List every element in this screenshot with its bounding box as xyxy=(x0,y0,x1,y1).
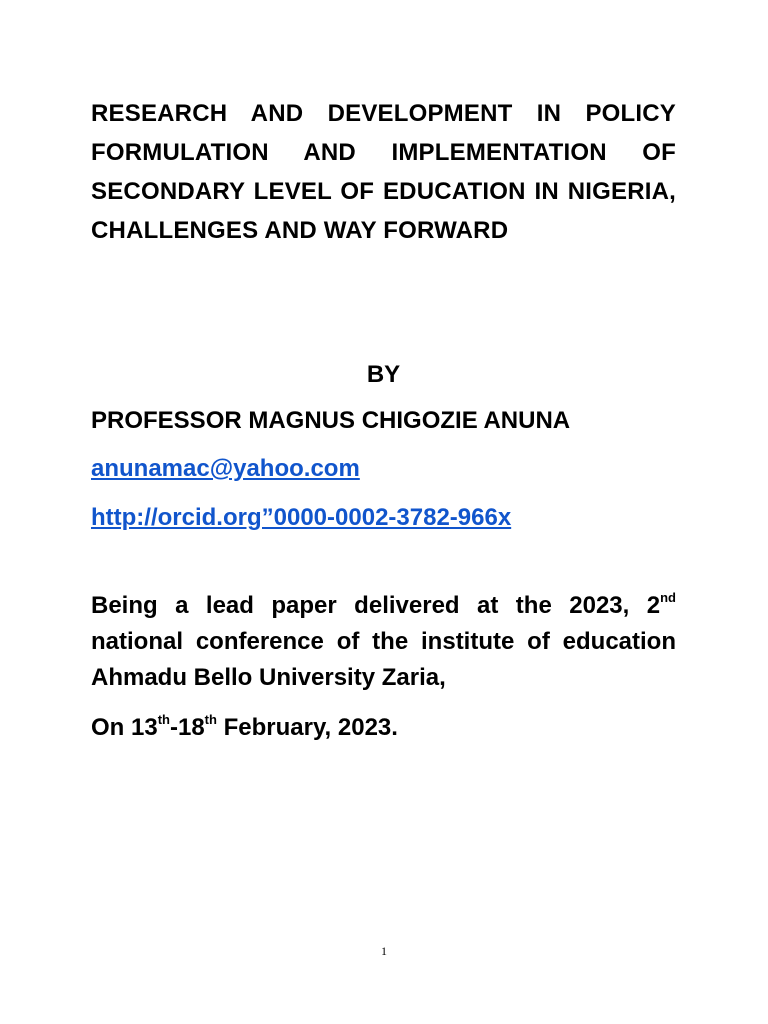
conference-paragraph xyxy=(91,588,676,696)
orcid-link[interactable]: http://orcid.org”0000-0002-3782-966x xyxy=(91,504,512,531)
date-suffix: February, 2023. xyxy=(216,714,398,741)
by-label: BY xyxy=(366,361,401,388)
author-name: PROFESSOR MAGNUS CHIGOZIE ANUNA xyxy=(91,407,571,434)
date-superscript-2: th xyxy=(204,712,217,727)
paragraph-superscript: nd xyxy=(660,590,676,605)
date-prefix: On 13 xyxy=(91,714,158,741)
conference-date xyxy=(91,713,398,743)
page-number: 1 xyxy=(381,944,387,958)
document-title: RESEARCH AND DEVELOPMENT IN POLICY FORMULATION AND IMPLEMENTATION OF SECONDARY LEVEL OF EDUCATION IN NIGERIA, CHALLENGES AND WAY FORWARD xyxy=(91,100,676,244)
date-middle: -18 xyxy=(169,714,205,741)
author-email-link[interactable]: anunamac@yahoo.com xyxy=(91,455,360,482)
date-superscript-1: th xyxy=(157,712,170,727)
paragraph-text-part1: Being a lead paper delivered at the 2023, 2 xyxy=(91,592,661,619)
paragraph-text-part2: national conference of the institute of education Ahmadu Bello University Zaria, xyxy=(91,628,676,691)
